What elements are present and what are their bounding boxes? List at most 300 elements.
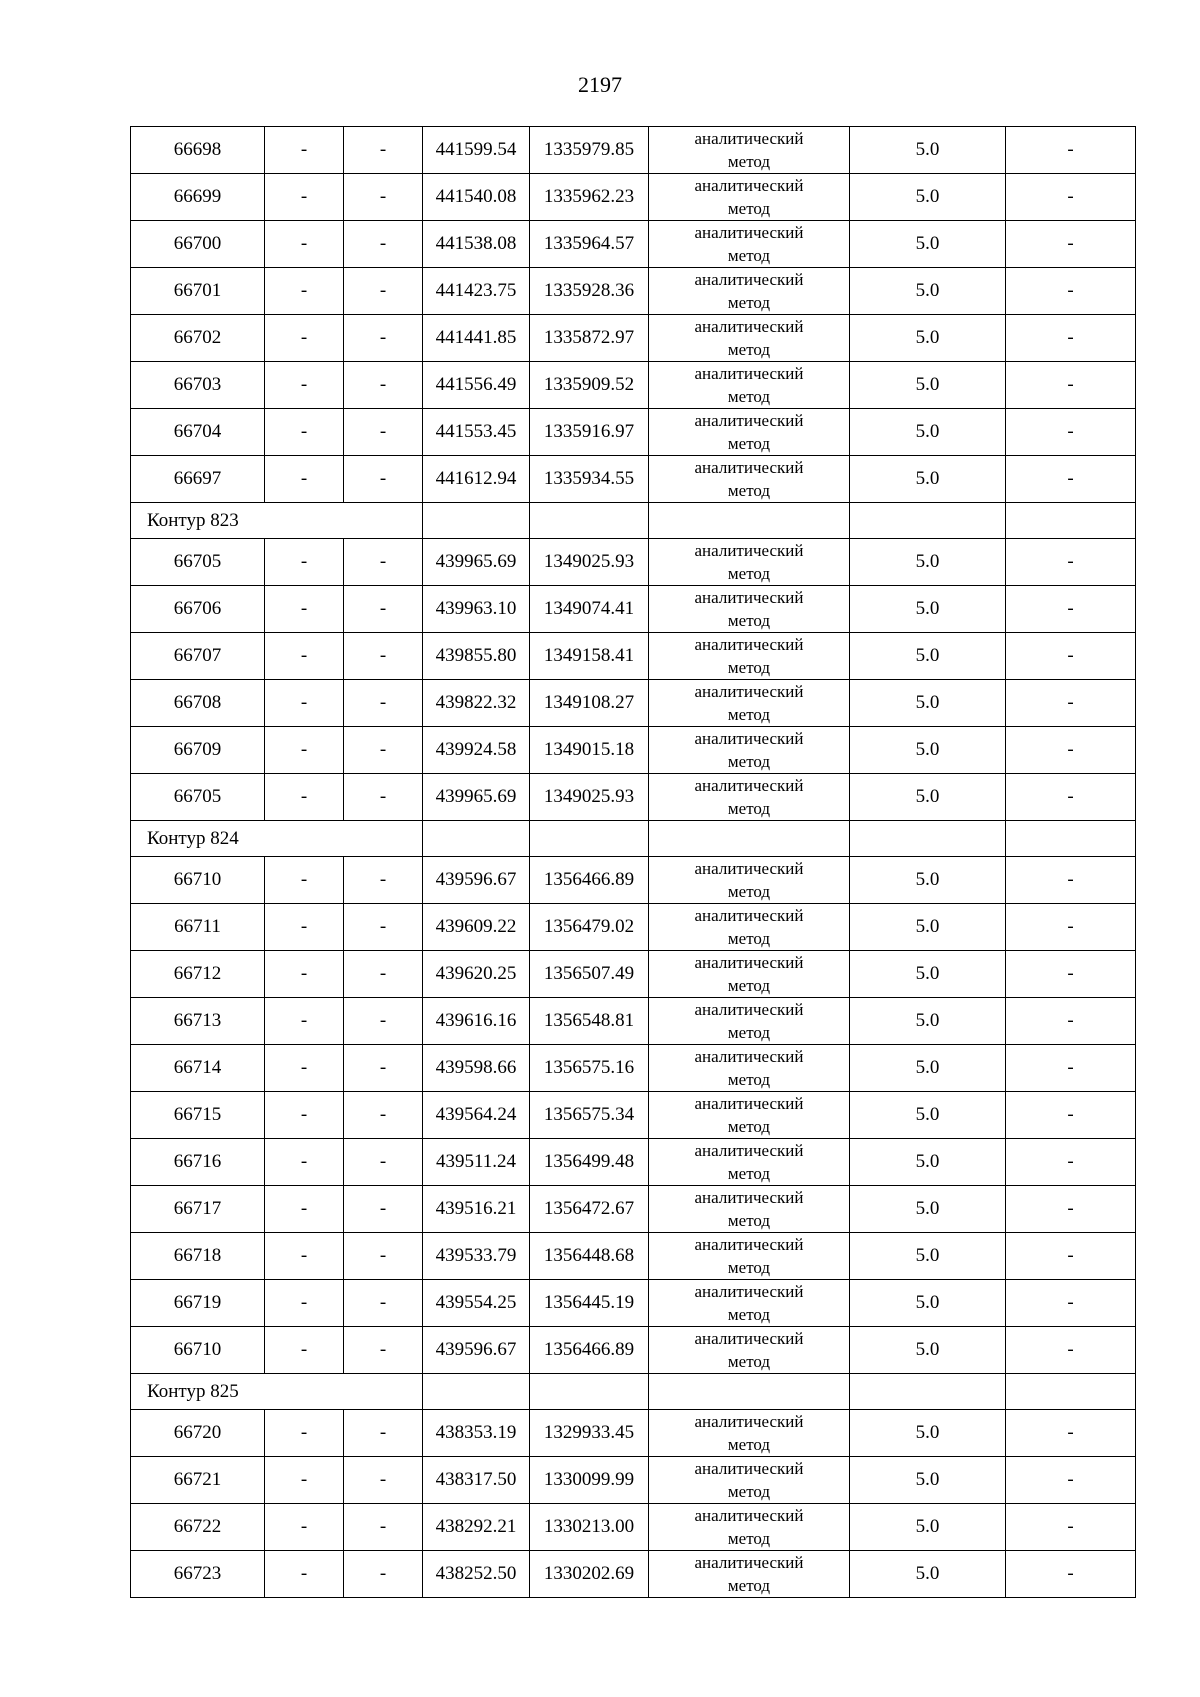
method	[649, 1186, 850, 1233]
method-line-1: аналитический	[694, 1188, 804, 1207]
accuracy-value: 5.0	[850, 727, 1006, 774]
y-coordinate: 1356466.89	[530, 857, 649, 904]
column-2-value: -	[265, 727, 344, 774]
column-3-value: -	[344, 1139, 423, 1186]
column-8-value: -	[1006, 174, 1136, 221]
column-8-value: -	[1006, 362, 1136, 409]
column-2-value: -	[265, 1186, 344, 1233]
method-line-1: аналитический	[694, 1329, 804, 1348]
method-line-1: аналитический	[694, 270, 804, 289]
column-2-value: -	[265, 857, 344, 904]
accuracy-value: 5.0	[850, 1410, 1006, 1457]
accuracy-value: 5.0	[850, 633, 1006, 680]
method-line-2: метод	[727, 1435, 771, 1454]
x-coordinate: 441540.08	[423, 174, 530, 221]
method-line-2: метод	[727, 752, 771, 771]
empty-cell	[423, 503, 530, 539]
accuracy-value: 5.0	[850, 1551, 1006, 1598]
column-8-value: -	[1006, 456, 1136, 503]
accuracy-value: 5.0	[850, 315, 1006, 362]
point-number: 66712	[131, 951, 265, 998]
method	[649, 127, 850, 174]
point-number: 66710	[131, 1327, 265, 1374]
y-coordinate: 1356575.34	[530, 1092, 649, 1139]
method-line-1: аналитический	[694, 317, 804, 336]
method-line-2: метод	[727, 1305, 771, 1324]
y-coordinate: 1356548.81	[530, 998, 649, 1045]
x-coordinate: 439963.10	[423, 586, 530, 633]
y-coordinate: 1349025.93	[530, 774, 649, 821]
method-line-2: метод	[727, 481, 771, 500]
column-2-value: -	[265, 1457, 344, 1504]
point-number: 66721	[131, 1457, 265, 1504]
method	[649, 362, 850, 409]
accuracy-value: 5.0	[850, 904, 1006, 951]
column-2-value: -	[265, 409, 344, 456]
method-line-1: аналитический	[694, 1459, 804, 1478]
x-coordinate: 441556.49	[423, 362, 530, 409]
column-3-value: -	[344, 174, 423, 221]
method	[649, 1045, 850, 1092]
accuracy-value: 5.0	[850, 1092, 1006, 1139]
point-number: 66703	[131, 362, 265, 409]
point-number: 66715	[131, 1092, 265, 1139]
point-number: 66709	[131, 727, 265, 774]
method	[649, 727, 850, 774]
column-8-value: -	[1006, 1045, 1136, 1092]
method-line-2: метод	[727, 1023, 771, 1042]
x-coordinate: 439516.21	[423, 1186, 530, 1233]
method	[649, 1504, 850, 1551]
column-2-value: -	[265, 774, 344, 821]
method-line-1: аналитический	[694, 1047, 804, 1066]
contour-label: Контур 824	[131, 821, 423, 857]
column-2-value: -	[265, 127, 344, 174]
y-coordinate: 1356575.16	[530, 1045, 649, 1092]
method-line-1: аналитический	[694, 411, 804, 430]
column-8-value: -	[1006, 1457, 1136, 1504]
point-number: 66713	[131, 998, 265, 1045]
method-line-1: аналитический	[694, 1141, 804, 1160]
x-coordinate: 438317.50	[423, 1457, 530, 1504]
x-coordinate: 439822.32	[423, 680, 530, 727]
point-row	[131, 1504, 1136, 1551]
x-coordinate: 439616.16	[423, 998, 530, 1045]
empty-cell	[1006, 1374, 1136, 1410]
method	[649, 680, 850, 727]
point-number: 66722	[131, 1504, 265, 1551]
y-coordinate: 1356445.19	[530, 1280, 649, 1327]
column-8-value: -	[1006, 221, 1136, 268]
x-coordinate: 439924.58	[423, 727, 530, 774]
column-2-value: -	[265, 1092, 344, 1139]
point-number: 66707	[131, 633, 265, 680]
accuracy-value: 5.0	[850, 774, 1006, 821]
accuracy-value: 5.0	[850, 680, 1006, 727]
method-line-2: метод	[727, 611, 771, 630]
y-coordinate: 1356479.02	[530, 904, 649, 951]
empty-cell	[530, 821, 649, 857]
y-coordinate: 1349158.41	[530, 633, 649, 680]
method-line-2: метод	[727, 199, 771, 218]
method-line-2: метод	[727, 293, 771, 312]
coordinates-table-body	[131, 127, 1136, 1598]
accuracy-value: 5.0	[850, 456, 1006, 503]
method-line-1: аналитический	[694, 953, 804, 972]
column-8-value: -	[1006, 1280, 1136, 1327]
empty-cell	[1006, 821, 1136, 857]
column-2-value: -	[265, 1410, 344, 1457]
x-coordinate: 438252.50	[423, 1551, 530, 1598]
x-coordinate: 439609.22	[423, 904, 530, 951]
x-coordinate: 439533.79	[423, 1233, 530, 1280]
point-number: 66701	[131, 268, 265, 315]
empty-cell	[649, 1374, 850, 1410]
point-row	[131, 409, 1136, 456]
column-3-value: -	[344, 586, 423, 633]
column-8-value: -	[1006, 680, 1136, 727]
y-coordinate: 1356466.89	[530, 1327, 649, 1374]
point-number: 66719	[131, 1280, 265, 1327]
point-row	[131, 857, 1136, 904]
point-number: 66716	[131, 1139, 265, 1186]
method	[649, 1457, 850, 1504]
x-coordinate: 441599.54	[423, 127, 530, 174]
point-row	[131, 904, 1136, 951]
column-2-value: -	[265, 1139, 344, 1186]
point-row	[131, 1327, 1136, 1374]
y-coordinate: 1356507.49	[530, 951, 649, 998]
method	[649, 1410, 850, 1457]
column-2-value: -	[265, 1327, 344, 1374]
column-2-value: -	[265, 539, 344, 586]
method-line-1: аналитический	[694, 588, 804, 607]
column-8-value: -	[1006, 727, 1136, 774]
point-row	[131, 951, 1136, 998]
empty-cell	[649, 821, 850, 857]
method	[649, 1139, 850, 1186]
method-line-2: метод	[727, 1211, 771, 1230]
page-number: 2197	[578, 72, 622, 97]
point-row	[131, 998, 1136, 1045]
method-line-1: аналитический	[694, 223, 804, 242]
column-8-value: -	[1006, 904, 1136, 951]
accuracy-value: 5.0	[850, 1327, 1006, 1374]
column-3-value: -	[344, 1186, 423, 1233]
point-row	[131, 586, 1136, 633]
column-8-value: -	[1006, 774, 1136, 821]
point-number: 66718	[131, 1233, 265, 1280]
method-line-2: метод	[727, 799, 771, 818]
y-coordinate: 1335934.55	[530, 456, 649, 503]
column-2-value: -	[265, 315, 344, 362]
method-line-1: аналитический	[694, 1282, 804, 1301]
contour-label: Контур 825	[131, 1374, 423, 1410]
method	[649, 268, 850, 315]
method-line-2: метод	[727, 1576, 771, 1595]
y-coordinate: 1330213.00	[530, 1504, 649, 1551]
column-8-value: -	[1006, 951, 1136, 998]
method-line-2: метод	[727, 929, 771, 948]
method-line-1: аналитический	[694, 906, 804, 925]
point-number: 66700	[131, 221, 265, 268]
method-line-2: метод	[727, 1258, 771, 1277]
column-3-value: -	[344, 857, 423, 904]
method-line-1: аналитический	[694, 776, 804, 795]
method	[649, 174, 850, 221]
empty-cell	[530, 503, 649, 539]
column-3-value: -	[344, 315, 423, 362]
method-line-1: аналитический	[694, 1094, 804, 1113]
method	[649, 857, 850, 904]
point-row	[131, 1457, 1136, 1504]
column-3-value: -	[344, 680, 423, 727]
y-coordinate: 1349108.27	[530, 680, 649, 727]
method-line-2: метод	[727, 1164, 771, 1183]
column-3-value: -	[344, 362, 423, 409]
point-row	[131, 1045, 1136, 1092]
method	[649, 586, 850, 633]
method-line-1: аналитический	[694, 1412, 804, 1431]
column-8-value: -	[1006, 409, 1136, 456]
column-3-value: -	[344, 1551, 423, 1598]
point-row	[131, 127, 1136, 174]
column-3-value: -	[344, 774, 423, 821]
contour-header-row	[131, 1374, 1136, 1410]
point-row	[131, 680, 1136, 727]
point-row	[131, 727, 1136, 774]
point-row	[131, 362, 1136, 409]
method-line-2: метод	[727, 1529, 771, 1548]
contour-label: Контур 823	[131, 503, 423, 539]
x-coordinate: 439620.25	[423, 951, 530, 998]
point-number: 66720	[131, 1410, 265, 1457]
y-coordinate: 1356472.67	[530, 1186, 649, 1233]
method-line-1: аналитический	[694, 129, 804, 148]
method-line-1: аналитический	[694, 682, 804, 701]
column-2-value: -	[265, 221, 344, 268]
point-number: 66723	[131, 1551, 265, 1598]
empty-cell	[850, 1374, 1006, 1410]
method-line-2: метод	[727, 1070, 771, 1089]
column-2-value: -	[265, 1045, 344, 1092]
method-line-1: аналитический	[694, 1000, 804, 1019]
method	[649, 1280, 850, 1327]
method	[649, 315, 850, 362]
column-3-value: -	[344, 633, 423, 680]
method-line-1: аналитический	[694, 635, 804, 654]
column-8-value: -	[1006, 1327, 1136, 1374]
x-coordinate: 441423.75	[423, 268, 530, 315]
column-8-value: -	[1006, 127, 1136, 174]
accuracy-value: 5.0	[850, 268, 1006, 315]
point-row	[131, 315, 1136, 362]
y-coordinate: 1349025.93	[530, 539, 649, 586]
point-number: 66706	[131, 586, 265, 633]
method-line-2: метод	[727, 246, 771, 265]
method-line-2: метод	[727, 1482, 771, 1501]
empty-cell	[649, 503, 850, 539]
column-2-value: -	[265, 998, 344, 1045]
point-number: 66711	[131, 904, 265, 951]
column-8-value: -	[1006, 857, 1136, 904]
accuracy-value: 5.0	[850, 409, 1006, 456]
point-number: 66717	[131, 1186, 265, 1233]
method-line-2: метод	[727, 705, 771, 724]
column-2-value: -	[265, 904, 344, 951]
x-coordinate: 439511.24	[423, 1139, 530, 1186]
column-3-value: -	[344, 998, 423, 1045]
y-coordinate: 1356448.68	[530, 1233, 649, 1280]
method-line-2: метод	[727, 564, 771, 583]
y-coordinate: 1335928.36	[530, 268, 649, 315]
x-coordinate: 441441.85	[423, 315, 530, 362]
coordinates-table	[130, 126, 1136, 1598]
column-2-value: -	[265, 174, 344, 221]
column-8-value: -	[1006, 315, 1136, 362]
method-line-2: метод	[727, 976, 771, 995]
point-row	[131, 1280, 1136, 1327]
point-number: 66704	[131, 409, 265, 456]
method-line-1: аналитический	[694, 458, 804, 477]
empty-cell	[423, 821, 530, 857]
empty-cell	[530, 1374, 649, 1410]
y-coordinate: 1349015.18	[530, 727, 649, 774]
accuracy-value: 5.0	[850, 998, 1006, 1045]
method-line-1: аналитический	[694, 541, 804, 560]
x-coordinate: 439965.69	[423, 539, 530, 586]
method	[649, 1092, 850, 1139]
column-8-value: -	[1006, 1186, 1136, 1233]
point-row	[131, 774, 1136, 821]
accuracy-value: 5.0	[850, 1504, 1006, 1551]
column-8-value: -	[1006, 1551, 1136, 1598]
method-line-2: метод	[727, 387, 771, 406]
column-2-value: -	[265, 951, 344, 998]
column-3-value: -	[344, 409, 423, 456]
empty-cell	[850, 503, 1006, 539]
point-number: 66714	[131, 1045, 265, 1092]
accuracy-value: 5.0	[850, 362, 1006, 409]
point-row	[131, 268, 1136, 315]
x-coordinate: 439965.69	[423, 774, 530, 821]
method-line-1: аналитический	[694, 1506, 804, 1525]
y-coordinate: 1330202.69	[530, 1551, 649, 1598]
y-coordinate: 1329933.45	[530, 1410, 649, 1457]
column-8-value: -	[1006, 1092, 1136, 1139]
column-2-value: -	[265, 1504, 344, 1551]
column-2-value: -	[265, 456, 344, 503]
point-number: 66710	[131, 857, 265, 904]
y-coordinate: 1335909.52	[530, 362, 649, 409]
column-2-value: -	[265, 633, 344, 680]
column-3-value: -	[344, 127, 423, 174]
point-row	[131, 221, 1136, 268]
accuracy-value: 5.0	[850, 174, 1006, 221]
method	[649, 1233, 850, 1280]
method-line-2: метод	[727, 658, 771, 677]
x-coordinate: 439554.25	[423, 1280, 530, 1327]
accuracy-value: 5.0	[850, 1280, 1006, 1327]
column-8-value: -	[1006, 1139, 1136, 1186]
point-row	[131, 633, 1136, 680]
point-row	[131, 456, 1136, 503]
accuracy-value: 5.0	[850, 857, 1006, 904]
column-3-value: -	[344, 1327, 423, 1374]
method	[649, 221, 850, 268]
column-8-value: -	[1006, 586, 1136, 633]
method-line-2: метод	[727, 152, 771, 171]
y-coordinate: 1335979.85	[530, 127, 649, 174]
empty-cell	[1006, 503, 1136, 539]
x-coordinate: 439855.80	[423, 633, 530, 680]
method	[649, 1551, 850, 1598]
point-row	[131, 1551, 1136, 1598]
method	[649, 1327, 850, 1374]
column-3-value: -	[344, 1045, 423, 1092]
method-line-1: аналитический	[694, 729, 804, 748]
column-3-value: -	[344, 951, 423, 998]
column-8-value: -	[1006, 998, 1136, 1045]
accuracy-value: 5.0	[850, 221, 1006, 268]
point-row	[131, 1186, 1136, 1233]
contour-header-row	[131, 503, 1136, 539]
point-number: 66697	[131, 456, 265, 503]
contour-header-row	[131, 821, 1136, 857]
point-row	[131, 1233, 1136, 1280]
column-2-value: -	[265, 268, 344, 315]
column-3-value: -	[344, 904, 423, 951]
point-row	[131, 1410, 1136, 1457]
y-coordinate: 1356499.48	[530, 1139, 649, 1186]
column-2-value: -	[265, 362, 344, 409]
point-number: 66699	[131, 174, 265, 221]
column-2-value: -	[265, 586, 344, 633]
column-3-value: -	[344, 1280, 423, 1327]
column-8-value: -	[1006, 1233, 1136, 1280]
column-8-value: -	[1006, 268, 1136, 315]
method	[649, 456, 850, 503]
point-row	[131, 1092, 1136, 1139]
accuracy-value: 5.0	[850, 1186, 1006, 1233]
method-line-1: аналитический	[694, 364, 804, 383]
method	[649, 951, 850, 998]
column-3-value: -	[344, 1092, 423, 1139]
point-number: 66702	[131, 315, 265, 362]
column-8-value: -	[1006, 1410, 1136, 1457]
column-2-value: -	[265, 1233, 344, 1280]
accuracy-value: 5.0	[850, 1045, 1006, 1092]
empty-cell	[850, 821, 1006, 857]
column-8-value: -	[1006, 1504, 1136, 1551]
method-line-1: аналитический	[694, 1553, 804, 1572]
method-line-1: аналитический	[694, 176, 804, 195]
accuracy-value: 5.0	[850, 1139, 1006, 1186]
accuracy-value: 5.0	[850, 127, 1006, 174]
method-line-2: метод	[727, 1117, 771, 1136]
x-coordinate: 438353.19	[423, 1410, 530, 1457]
point-number: 66708	[131, 680, 265, 727]
point-row	[131, 539, 1136, 586]
x-coordinate: 441612.94	[423, 456, 530, 503]
x-coordinate: 441538.08	[423, 221, 530, 268]
point-number: 66705	[131, 774, 265, 821]
method	[649, 539, 850, 586]
point-row	[131, 1139, 1136, 1186]
column-3-value: -	[344, 1457, 423, 1504]
column-3-value: -	[344, 221, 423, 268]
column-3-value: -	[344, 1233, 423, 1280]
